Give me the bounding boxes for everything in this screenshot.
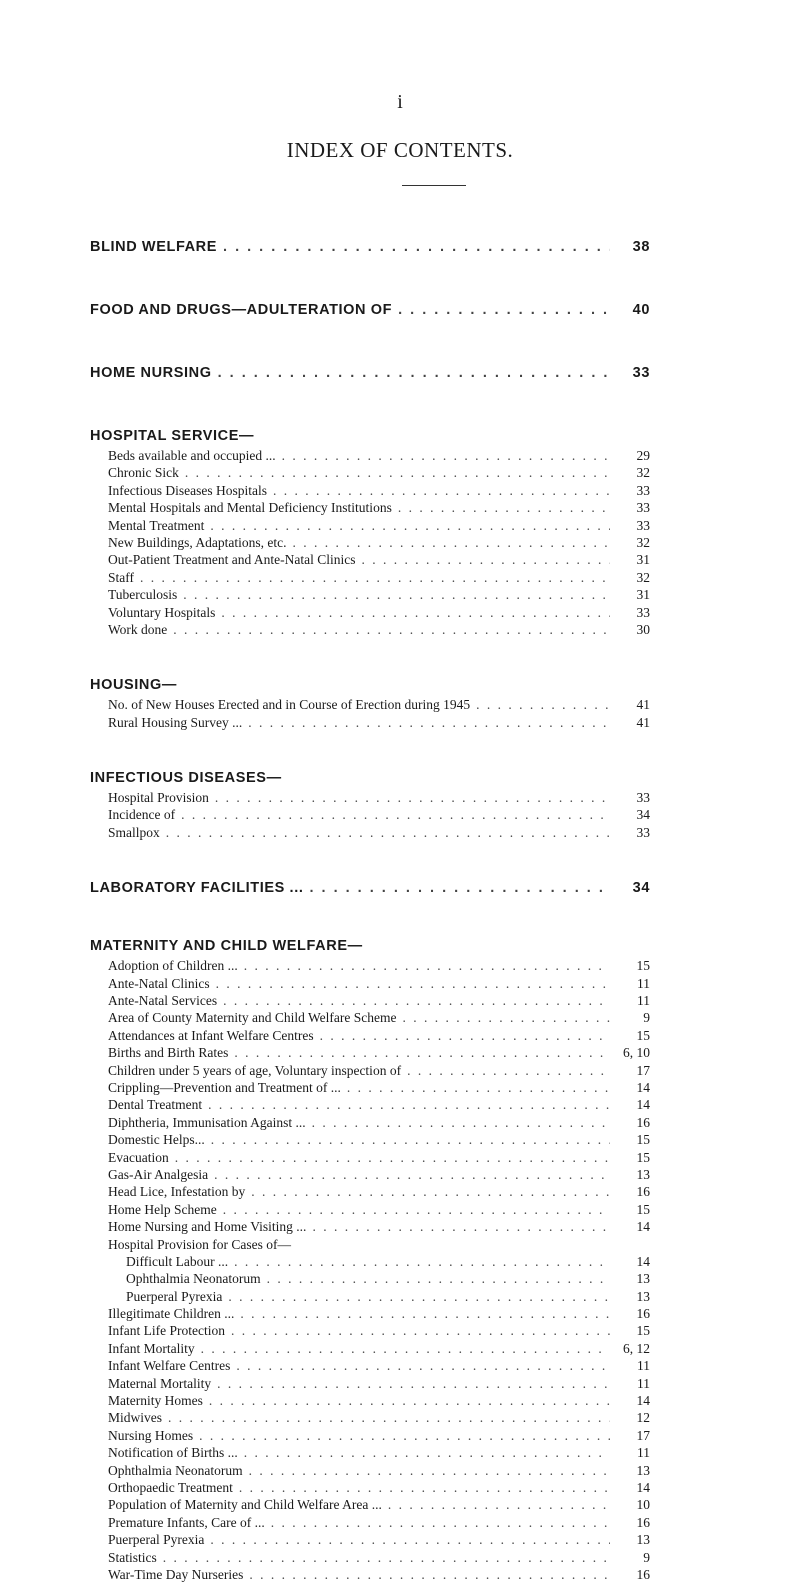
- index-entry: [108, 1444, 650, 1461]
- index-entry: [108, 1514, 650, 1531]
- dot-leader: [320, 1027, 610, 1044]
- page-reference: 14: [636, 1479, 650, 1495]
- page-reference: 17: [636, 1062, 650, 1078]
- dot-leader: [312, 1114, 610, 1131]
- dot-leader: [398, 499, 610, 516]
- page-reference: 13: [636, 1462, 650, 1478]
- entry-label: Statistics: [108, 1549, 157, 1565]
- entry-label: Ophthalmia Neonatorum: [126, 1271, 261, 1287]
- section-blind-welfare: [90, 236, 650, 258]
- index-entry: [108, 1479, 650, 1496]
- index-entry: [108, 1462, 650, 1479]
- entry-label: Hospital Provision: [108, 790, 209, 806]
- section-food-drugs: [90, 299, 650, 321]
- page-reference: 33: [636, 824, 650, 840]
- page-reference: 15: [636, 958, 650, 974]
- index-entry: [108, 1096, 650, 1113]
- index-entry: [108, 714, 650, 731]
- page-reference: 17: [636, 1427, 650, 1443]
- index-entry: [108, 482, 650, 499]
- index-entry: [108, 1549, 650, 1566]
- page-reference: 33: [636, 482, 650, 498]
- entry-label: Evacuation: [108, 1149, 169, 1165]
- dot-leader: [347, 1079, 610, 1096]
- page-reference: 14: [636, 1079, 650, 1095]
- page-reference: 9: [643, 1010, 650, 1026]
- page-reference: 13: [636, 1271, 650, 1287]
- index-entry: [108, 1322, 650, 1339]
- page-reference: 34: [636, 807, 650, 823]
- index-contents: [90, 236, 650, 1583]
- entry-label: Home Nursing and Home Visiting ...: [108, 1219, 307, 1235]
- page-reference: 9: [643, 1549, 650, 1565]
- entry-label: Infant Mortality: [108, 1340, 195, 1356]
- section-home-nursing: [90, 362, 650, 384]
- index-entry: [108, 1566, 650, 1583]
- entry-label: Infant Life Protection: [108, 1323, 225, 1339]
- index-entry: [90, 299, 650, 321]
- dot-leader: [236, 1357, 610, 1374]
- index-entry: [108, 1114, 650, 1131]
- page-reference: 14: [636, 1097, 650, 1113]
- dot-leader: [173, 621, 610, 638]
- section-heading: BLIND WELFARE: [90, 239, 218, 255]
- entry-label: Mental Treatment: [108, 517, 205, 533]
- section-heading: HOSPITAL SERVICE—: [90, 428, 255, 444]
- entry-label: Crippling—Prevention and Treatment of ...: [108, 1079, 341, 1095]
- index-entry: [108, 806, 650, 823]
- entry-label: Diphtheria, Immunisation Against ...: [108, 1114, 306, 1130]
- section-heading: LABORATORY FACILITIES ...: [90, 880, 304, 897]
- page-reference: 14: [636, 1219, 650, 1235]
- index-entry: [108, 1409, 650, 1426]
- entry-label: Head Lice, Infestation by: [108, 1184, 246, 1200]
- dot-leader: [208, 1096, 610, 1113]
- entry-label: Incidence of: [108, 807, 176, 823]
- dot-leader: [388, 1496, 610, 1513]
- entry-label: No. of New Houses Erected and in Course of Erection during 1945: [108, 697, 471, 713]
- page-reference: 10: [636, 1497, 650, 1513]
- index-entry: [108, 789, 650, 806]
- dot-leader: [234, 1044, 610, 1061]
- title-rule: [402, 185, 466, 186]
- dot-leader: [215, 789, 610, 806]
- entry-label: Ophthalmia Neonatorum: [108, 1462, 243, 1478]
- dot-leader: [163, 1549, 610, 1566]
- page-reference: 11: [637, 1358, 650, 1374]
- section-hospital-service: [90, 425, 650, 638]
- index-entry: [108, 464, 650, 481]
- entry-label: Difficult Labour ...: [126, 1253, 229, 1269]
- section-heading: FOOD AND DRUGS—ADULTERATION OF: [90, 302, 393, 318]
- index-entry: [108, 1357, 650, 1374]
- dot-leader: [248, 714, 610, 731]
- dot-leader: [201, 1340, 610, 1357]
- page-reference: 33: [636, 604, 650, 620]
- entry-label: Dental Treatment: [108, 1097, 203, 1113]
- page-reference: 30: [636, 621, 650, 637]
- dot-leader: [166, 824, 610, 841]
- section-housing: [90, 674, 650, 731]
- index-entry: [90, 877, 650, 899]
- index-entry: [108, 1340, 650, 1357]
- index-entry: [108, 1044, 650, 1061]
- page-reference: 15: [636, 1132, 650, 1148]
- page-reference: 16: [636, 1114, 650, 1130]
- entry-label: Population of Maternity and Child Welfare Area ...: [108, 1497, 382, 1513]
- dot-leader: [221, 604, 610, 621]
- page-reference: 34: [632, 880, 650, 897]
- dot-leader: [199, 1427, 610, 1444]
- dot-leader: [210, 517, 610, 534]
- page-reference: 32: [636, 465, 650, 481]
- index-entry: [108, 604, 650, 621]
- dot-leader: [273, 482, 610, 499]
- page-reference: 14: [636, 1393, 650, 1409]
- entry-label: Puerperal Pyrexia: [108, 1532, 205, 1548]
- page-reference: 32: [636, 534, 650, 550]
- page-reference: 41: [636, 697, 650, 713]
- page-reference: 41: [636, 714, 650, 730]
- page-reference: 15: [636, 1027, 650, 1043]
- page-reference: 13: [636, 1532, 650, 1548]
- dot-leader: [282, 447, 610, 464]
- page-number: i: [397, 91, 403, 113]
- page-reference: 15: [636, 1201, 650, 1217]
- dot-leader: [249, 1566, 610, 1583]
- index-entry: [108, 975, 650, 992]
- index-entry: [108, 1427, 650, 1444]
- dot-leader: [183, 586, 610, 603]
- dot-leader: [249, 1462, 610, 1479]
- entry-list: [90, 957, 650, 1583]
- entry-list: [90, 447, 650, 638]
- index-entry: [108, 1079, 650, 1096]
- dot-leader: [234, 1253, 610, 1270]
- index-entry: [108, 1062, 650, 1079]
- dot-leader: [223, 992, 610, 1009]
- dot-leader: [312, 1218, 610, 1235]
- dot-leader: [223, 1201, 610, 1218]
- index-entry: [108, 1166, 650, 1183]
- entry-label: Smallpox: [108, 824, 160, 840]
- entry-label: Rural Housing Survey ...: [108, 714, 243, 730]
- dot-leader: [476, 696, 610, 713]
- entry-label: Illegitimate Children ...: [108, 1306, 235, 1322]
- page-reference: 16: [636, 1514, 650, 1530]
- entry-label: Domestic Helps...: [108, 1132, 205, 1148]
- dot-leader: [210, 1531, 610, 1548]
- dot-leader: [361, 551, 610, 568]
- dot-leader: [175, 1149, 610, 1166]
- dot-leader: [309, 877, 610, 899]
- entry-label: Children under 5 years of age, Voluntary inspection of: [108, 1062, 402, 1078]
- index-entry: [108, 447, 650, 464]
- dot-leader: [216, 975, 610, 992]
- index-entry: [108, 1496, 650, 1513]
- entry-label: Notification of Births ...: [108, 1445, 238, 1461]
- entry-label: Infectious Diseases Hospitals: [108, 482, 267, 498]
- index-entry: [108, 1270, 650, 1287]
- entry-label: Premature Infants, Care of ...: [108, 1514, 265, 1530]
- dot-leader: [407, 1062, 610, 1079]
- dot-leader: [271, 1514, 610, 1531]
- entry-list: [90, 696, 650, 731]
- page-reference: 11: [637, 975, 650, 991]
- dot-leader: [211, 1131, 610, 1148]
- page-reference: 32: [636, 569, 650, 585]
- index-entry: [108, 499, 650, 516]
- section-heading: HOME NURSING: [90, 365, 212, 381]
- index-entry: [108, 517, 650, 534]
- entry-label: Beds available and occupied ...: [108, 448, 276, 463]
- page-reference: 11: [637, 1445, 650, 1461]
- page-reference: 11: [637, 993, 650, 1009]
- index-entry: [90, 362, 650, 384]
- page-reference: 15: [636, 1149, 650, 1165]
- dot-leader: [240, 1305, 610, 1322]
- dot-leader: [402, 1009, 610, 1026]
- index-entry: [108, 992, 650, 1009]
- entry-label: Orthopaedic Treatment: [108, 1479, 233, 1495]
- dot-leader: [228, 1288, 610, 1305]
- dot-leader: [214, 1166, 610, 1183]
- dot-leader: [267, 1270, 610, 1287]
- dot-leader: [244, 957, 610, 974]
- entry-label: Ante-Natal Clinics: [108, 975, 210, 991]
- entry-label: Out-Patient Treatment and Ante-Natal Clinics: [108, 552, 356, 568]
- page-reference: 31: [636, 587, 650, 603]
- dot-leader: [292, 534, 610, 551]
- dot-leader: [217, 1375, 610, 1392]
- index-entry: [108, 1531, 650, 1548]
- index-entry: [90, 236, 650, 258]
- entry-label: Gas-Air Analgesia: [108, 1166, 209, 1182]
- index-entry: [108, 1201, 650, 1218]
- page-reference: 40: [632, 302, 650, 318]
- dot-leader: [209, 1392, 610, 1409]
- dot-leader: [244, 1444, 610, 1461]
- index-entry: [108, 1183, 650, 1200]
- entry-label: Midwives: [108, 1410, 162, 1426]
- index-entry: [108, 1218, 650, 1235]
- subheading: Hospital Provision for Cases of—: [108, 1236, 291, 1252]
- entry-label: War-Time Day Nurseries: [108, 1566, 244, 1582]
- index-entry: [108, 1253, 650, 1270]
- section-maternity: [90, 935, 650, 1583]
- page-reference: 14: [636, 1253, 650, 1269]
- index-entry: [108, 957, 650, 974]
- entry-label: Chronic Sick: [108, 465, 179, 481]
- entry-label: Ante-Natal Services: [108, 993, 218, 1009]
- entry-label: Home Help Scheme: [108, 1201, 217, 1217]
- index-entry: [108, 1009, 650, 1026]
- index-entry: [108, 1131, 650, 1148]
- entry-label: Infant Welfare Centres: [108, 1358, 231, 1374]
- index-entry: [108, 696, 650, 713]
- index-entry: [108, 824, 650, 841]
- index-entry: [108, 551, 650, 568]
- entry-label: Tuberculosis: [108, 587, 178, 603]
- entry-label: Staff: [108, 569, 134, 585]
- page-reference: 29: [636, 448, 650, 463]
- entry-label: Voluntary Hospitals: [108, 604, 216, 620]
- entry-label: Puerperal Pyrexia: [126, 1288, 223, 1304]
- index-entry: [108, 1149, 650, 1166]
- dot-leader: [181, 806, 610, 823]
- entry-label: Births and Birth Rates: [108, 1045, 229, 1061]
- page-reference: 12: [636, 1410, 650, 1426]
- page-reference: 38: [632, 239, 650, 255]
- page-title: INDEX OF CONTENTS.: [286, 138, 514, 162]
- page-reference: 11: [637, 1375, 650, 1391]
- index-entry: [108, 569, 650, 586]
- page-reference: 16: [636, 1184, 650, 1200]
- entry-label: Work done: [108, 621, 168, 637]
- page-reference: 6, 10: [623, 1045, 650, 1061]
- dot-leader: [251, 1183, 610, 1200]
- dot-leader: [231, 1322, 610, 1339]
- dot-leader: [168, 1409, 610, 1426]
- index-entry: [108, 1288, 650, 1305]
- page-reference: 33: [636, 500, 650, 516]
- entry-label: New Buildings, Adaptations, etc.: [108, 534, 287, 550]
- section-heading: INFECTIOUS DISEASES—: [90, 770, 282, 787]
- dot-leader: [185, 464, 610, 481]
- page-reference: 31: [636, 552, 650, 568]
- entry-label: Area of County Maternity and Child Welfare Scheme: [108, 1010, 397, 1026]
- index-entry: [108, 1375, 650, 1392]
- entry-label: Attendances at Infant Welfare Centres: [108, 1027, 314, 1043]
- entry-label: Maternal Mortality: [108, 1375, 212, 1391]
- index-entry: [108, 1027, 650, 1044]
- dot-leader: [223, 236, 610, 258]
- section-laboratory: [90, 877, 650, 899]
- dot-leader: [218, 362, 610, 384]
- entry-label: Adoption of Children ...: [108, 958, 238, 974]
- page-reference: 13: [636, 1288, 650, 1304]
- page-reference: 16: [636, 1566, 650, 1582]
- section-heading: MATERNITY AND CHILD WELFARE—: [90, 938, 363, 955]
- page-reference: 13: [636, 1166, 650, 1182]
- entry-label: Nursing Homes: [108, 1427, 194, 1443]
- entry-list: [90, 789, 650, 841]
- index-entry: [108, 1305, 650, 1322]
- index-entry: [108, 1392, 650, 1409]
- entry-label: Maternity Homes: [108, 1393, 203, 1409]
- dot-leader: [239, 1479, 610, 1496]
- section-heading: HOUSING—: [90, 677, 177, 694]
- page-reference: 33: [636, 517, 650, 533]
- index-entry: [108, 534, 650, 551]
- page-reference: 33: [632, 365, 650, 381]
- page-reference: 16: [636, 1306, 650, 1322]
- page-reference: 33: [636, 790, 650, 806]
- entry-label: Mental Hospitals and Mental Deficiency Institutions: [108, 500, 392, 516]
- page-reference: 15: [636, 1323, 650, 1339]
- index-entry: [108, 621, 650, 638]
- section-infectious-diseases: [90, 767, 650, 841]
- page-reference: 6, 12: [623, 1340, 650, 1356]
- dot-leader: [140, 569, 610, 586]
- dot-leader: [398, 299, 610, 321]
- index-entry: [108, 586, 650, 603]
